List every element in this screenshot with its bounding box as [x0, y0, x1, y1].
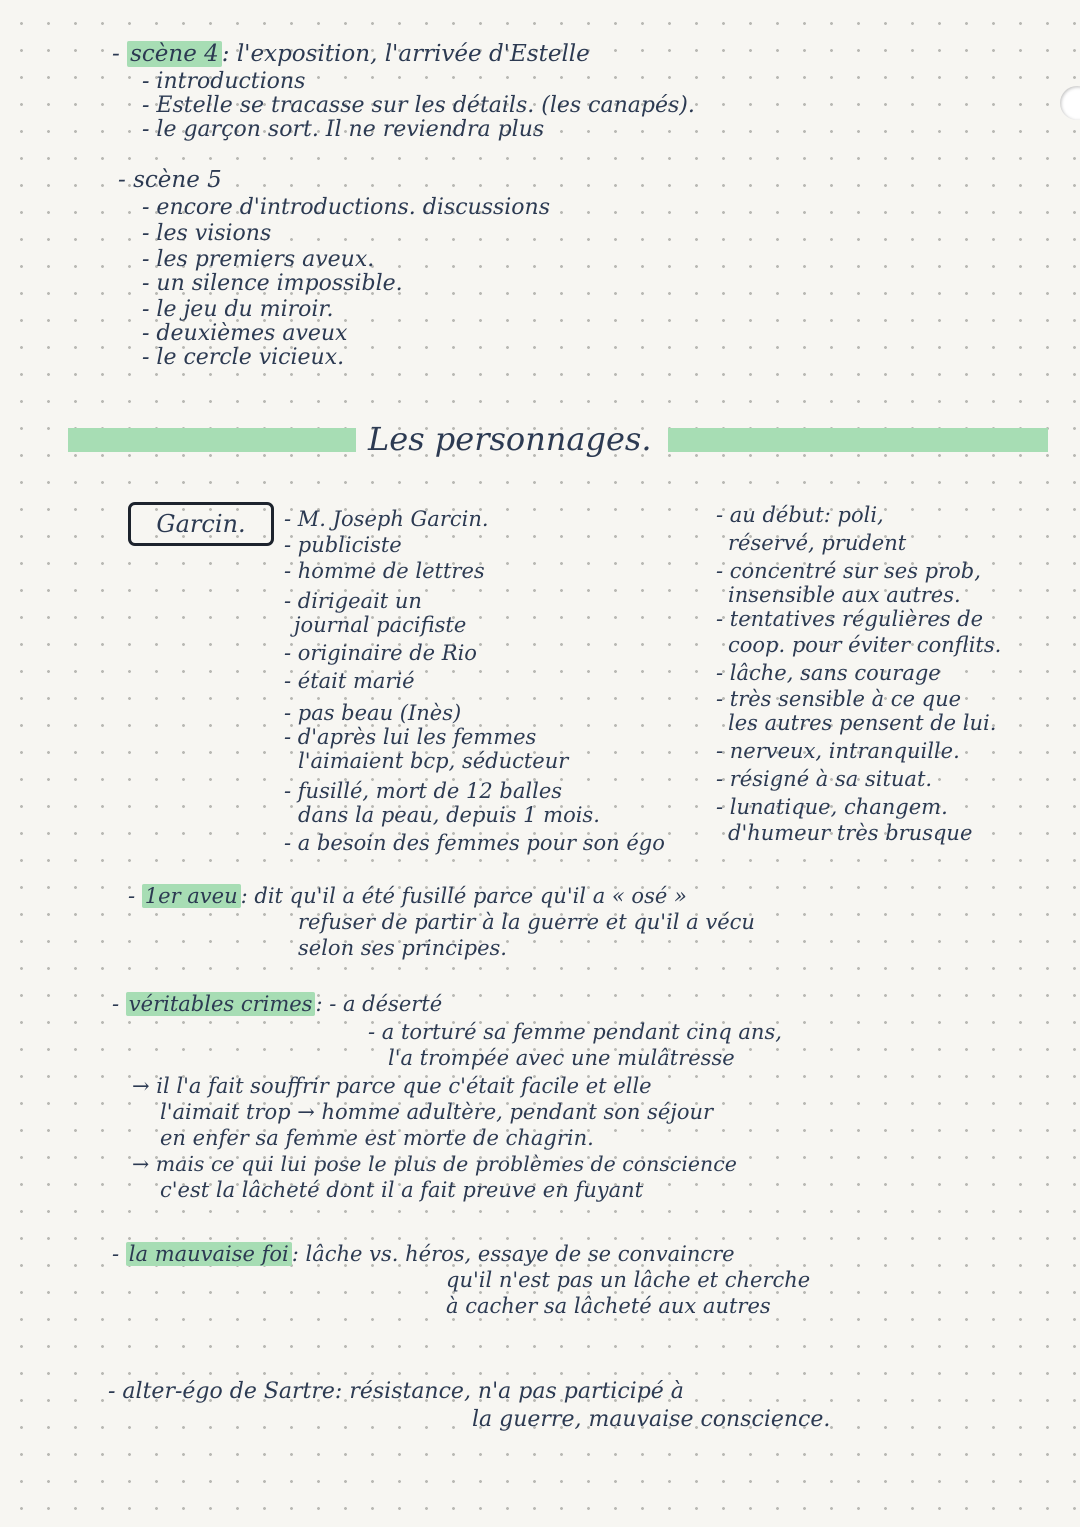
list-item: - le garçon sort. Il ne reviendra plus — [142, 117, 545, 142]
crimes-text: → mais ce qui lui pose le plus de problèmes de conscience — [132, 1152, 737, 1176]
trait-line: - nerveux, intranquille. — [716, 739, 960, 763]
trait-line: - très sensible à ce que — [716, 687, 962, 711]
trait-line: les autres pensent de lui. — [728, 711, 997, 735]
character-label-garcin: Garcin. — [128, 502, 274, 546]
mauvaise-foi-text: : lâche vs. héros, essaye de se convaincre — [291, 1242, 735, 1266]
trait-line: d'humeur très brusque — [728, 821, 973, 845]
dash: - — [112, 992, 126, 1016]
list-item: - les premiers aveux. — [142, 247, 375, 272]
scene5-heading: - scène 5 — [118, 167, 222, 193]
binder-hole — [1060, 86, 1080, 120]
fact-line: - dirigeait un — [284, 589, 422, 613]
dash: - — [128, 884, 142, 908]
scene4-title: : l'exposition, l'arrivée d'Estelle — [221, 41, 590, 67]
fact-line: dans la peau, depuis 1 mois. — [298, 803, 600, 827]
aveu-text: : dit qu'il a été fusillé parce qu'il a « osé » — [240, 884, 687, 908]
fact-line: - originaire de Rio — [284, 641, 477, 665]
mauvaise-foi-text: qu'il n'est pas un lâche et cherche — [446, 1268, 811, 1292]
aveu-text: refuser de partir à la guerre et qu'il a vécu — [298, 910, 755, 934]
alter-ego-label: - alter-égo de Sartre — [108, 1379, 335, 1404]
trait-line: - concentré sur ses prob, — [716, 559, 981, 583]
dash: - — [112, 1242, 126, 1266]
list-item: - deuxièmes aveux — [142, 321, 348, 346]
crimes-text: l'a trompée avec une mulâtresse — [388, 1046, 735, 1070]
fact-line: - M. Joseph Garcin. — [284, 507, 489, 531]
trait-line: - lunatique, changem. — [716, 795, 948, 819]
trait-line: - lâche, sans courage — [716, 661, 941, 685]
crimes-text: c'est la lâcheté dont il a fait preuve en fuyant — [160, 1178, 644, 1202]
list-item: - le cercle vicieux. — [142, 345, 345, 370]
fact-line: journal pacifiste — [294, 613, 467, 637]
fact-line: l'aimaient bcp, séducteur — [298, 749, 569, 773]
crimes-text: l'aimait trop → homme adultère, pendant son séjour — [160, 1100, 714, 1124]
list-item: - un silence impossible. — [142, 271, 403, 296]
fact-line: - d'après lui les femmes — [284, 725, 537, 749]
crimes-label: véritables crimes — [126, 992, 316, 1016]
fact-line: - fusillé, mort de 12 balles — [284, 779, 563, 803]
trait-line: - tentatives régulières de — [716, 607, 984, 631]
mauvaise-foi-first-line — [112, 1242, 735, 1266]
list-item: - les visions — [142, 221, 272, 246]
section-title: Les personnages. — [368, 420, 652, 458]
crimes-text: - a torturé sa femme pendant cinq ans, — [368, 1020, 782, 1044]
fact-line: - était marié — [284, 669, 415, 693]
scene4-label: scène 4 — [127, 41, 222, 67]
list-item: - Estelle se tracasse sur les détails. (les canapés). — [142, 93, 695, 118]
crimes-text: : - a déserté — [315, 992, 443, 1016]
alter-ego-text: la guerre, mauvaise conscience. — [472, 1407, 831, 1432]
mauvaise-foi-text: à cacher sa lâcheté aux autres — [446, 1294, 771, 1318]
alter-ego-first-line — [108, 1380, 684, 1404]
list-item: - encore d'introductions. discussions — [142, 195, 551, 220]
list-item: - le jeu du miroir. — [142, 297, 334, 322]
trait-line: coop. pour éviter conflits. — [728, 633, 1002, 657]
trait-line: - au début: poli, — [716, 503, 884, 527]
trait-line: - résigné à sa situat. — [716, 767, 933, 791]
highlight-band-left — [68, 428, 356, 452]
crimes-text: → il l'a fait souffrir parce que c'était facile et elle — [132, 1074, 652, 1098]
fact-line: - a besoin des femmes pour son égo — [284, 831, 665, 855]
trait-line: insensible aux autres. — [728, 583, 961, 607]
fact-line: - pas beau (Inès) — [284, 701, 462, 725]
aveu-label: 1er aveu — [142, 884, 241, 908]
trait-line: réservé, prudent — [728, 531, 907, 555]
crimes-text: en enfer sa femme est morte de chagrin. — [160, 1126, 594, 1150]
aveu-text: selon ses principes. — [298, 936, 507, 960]
alter-ego-text: : résistance, n'a pas participé à — [334, 1379, 684, 1404]
highlight-band-right — [668, 428, 1048, 452]
dash: - — [112, 41, 128, 67]
fact-line: - publiciste — [284, 533, 402, 557]
crimes-first-line — [112, 992, 442, 1016]
scene4-heading — [112, 42, 590, 66]
mauvaise-foi-label: la mauvaise foi — [126, 1242, 292, 1266]
aveu-first-line — [128, 884, 687, 908]
fact-line: - homme de lettres — [284, 559, 485, 583]
list-item: - introductions — [142, 69, 306, 94]
